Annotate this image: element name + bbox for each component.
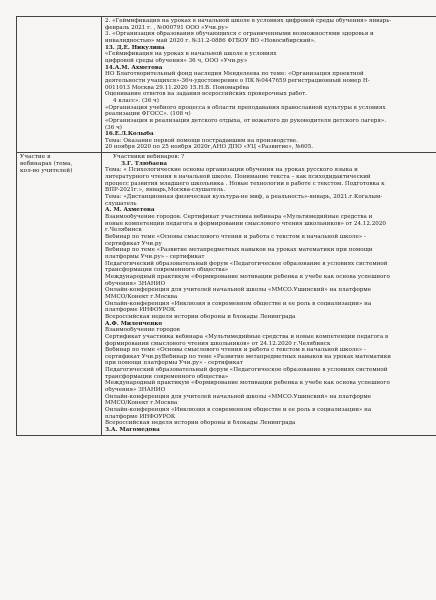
webinars-label-cell [17, 153, 102, 436]
text-line: деятельности учащихся»-36ч-удостоверение о ПК №0447659 регистрационный номер Н- [105, 77, 370, 84]
text-line: Вебинар по теме «Основы смыслового чтения и работа с текстом в начальной школе» - [105, 234, 366, 240]
text-line: платформы Учи.ру» - сертификат [105, 253, 205, 260]
text-line: Сертификат участника вебинара «Мультимедийные средства и новые компетенции педагога в [105, 333, 389, 340]
text-line: платформе ИНФОУРОК [105, 413, 176, 420]
text-line: при помощи платформы Учи.ру» - сертификат [105, 360, 243, 367]
text-line: ММСО/Конект г.Москва [105, 293, 178, 300]
text-line: 3. «Организация образования обучающихся с ограниченными возможностями здоровья и [105, 31, 374, 38]
text-line: Всероссийская неделя истории обороны и блокады Ленинграда [105, 313, 296, 320]
row-label-text: Участие в [20, 154, 51, 161]
table-row-courses [17, 17, 436, 153]
text-line: сертификат Учи.ру [105, 240, 162, 247]
text-line: 4 класс». (36 ч) [113, 97, 159, 104]
text-line: инвалидностью» май 2020 г. №31.2-0886 ФГБОУ ВО «Новосибирский». [105, 37, 316, 44]
text-line: НО Благотворительный фонд наследия Менделеева по теме: «Организация проектной [105, 71, 364, 78]
text-line: обучения» ЗНАНИО [105, 280, 166, 287]
text-line: Взаимообучение городов. Сертификат участника вебинара «Мультимедийные средства и [105, 214, 373, 221]
text-line: Взаимообучение городов [105, 327, 180, 334]
text-line: трансформации современного общества» [105, 373, 229, 380]
text-line: цифровой среды обучения» 36 ч, ООО «Учи.ру» [105, 57, 248, 64]
teacher-name: З.Г. Тлюбаева [121, 160, 168, 167]
text-line: литературного чтения в начальной школе. Понимание текста – как психодидактический [105, 174, 371, 181]
table-row-webinars [17, 153, 436, 436]
text-line: «Организация и реализация детского отдыха, от вожатого до руководителя детского лагеря». [105, 117, 387, 124]
text-line: слушатель [105, 200, 137, 207]
text-line: г.Челябинск [105, 227, 142, 234]
text-line: Педагогический образовательный форум «Педагогическое образование в условиях системной [105, 367, 388, 374]
text-line: Тема: «Дистанционная физическая культура-не миф, а реальность»-январь, 2021.г.Когалым- [105, 194, 383, 201]
text-line: Участники вебинаров: ? [113, 154, 185, 161]
text-line: 2. «Геймификация на уроках в начальной школе в условиях цифровой среды обучения» январь- [105, 18, 392, 24]
text-line: (36 ч) [105, 124, 122, 131]
text-line: Вебинар по теме «Развитие метапредметных навыков на уроках математики при помощи [105, 247, 373, 254]
text-line: 0011013 Москва 29.11.2020 15.Н.В. Пономарёва [105, 84, 250, 91]
text-line: процесс развития младшего школьника . Новые технологии в работе с текстом. Подготовка к [105, 180, 385, 187]
text-line: сертификат Учи.руВебинар по теме «Развитие метапредметных навыков на уроках математики [105, 353, 391, 360]
text-line: Оценивание ответов на задания всероссийских проверочных работ. [105, 91, 308, 98]
text-line: ВПР-2021г.», январь,Москва-слушатель. [105, 187, 226, 194]
webinars-cell [102, 153, 436, 436]
text-line: «Геймификация на уроках в начальной школе в условиях [105, 51, 277, 58]
teacher-name: А. М. Ахметова [105, 207, 155, 214]
row-label-text: вебинарах (тема, [20, 161, 73, 168]
text-line: Тема: Оказание первой помощи пострадавшим на производстве. [105, 137, 298, 144]
row-label-cell [17, 17, 102, 153]
text-line: 20 ноября 2020 по 25 ноября 2020г,АНО ДПО «УЦ «Развитие», №605. [105, 144, 314, 151]
text-line: Онлайн-конференция для учителей начальной школы «ММСО.Ушинский» на платформе [105, 287, 372, 294]
text-line: Международный практикум «Формирование мотивации ребенка к учебе как основа успешного [105, 380, 390, 387]
text-line: февраль 2021 г. , №000791 ООО «Учи.ру» [105, 24, 229, 31]
text-line: Всероссийская неделя истории обороны и блокады Ленинграда [105, 420, 296, 427]
text-line: ММСО/Конект г.Москва [105, 400, 178, 407]
report-table [16, 16, 436, 436]
text-line: Тема: « Психологические основы организации обучения на уроках русского языка и [105, 167, 358, 174]
text-line: Международный практикум «Формирование мотивации ребенка к учебе как основа успешного [105, 273, 390, 280]
text-line: Онлайн-конференция для учителей начальной школы «ММСО.Ушинский» на платформе [105, 393, 372, 400]
row-label-text: кол-во учителей) [20, 168, 73, 175]
teacher-name: А.Ф. Миленченко [105, 320, 163, 327]
text-line: Онлайн-конференция «Инклюзия в современном обществе и ее роль в социализации» на [105, 407, 372, 414]
text-line: новые компетенции педагога в формировании смыслового чтения школьников» от 24.12.2020 [105, 220, 386, 227]
text-line: Педагогический образовательный форум «Педагогическое образование в условиях системной [105, 260, 388, 267]
teacher-name: 16.Е.Л.Колыба [105, 131, 154, 138]
text-line: «Организация учебного процесса в области преподавания православной культуры в условиях [105, 104, 386, 111]
teacher-name: 14.А.М. Ахметова [105, 64, 163, 71]
courses-cell [102, 17, 436, 153]
text-line: Вебинар по теме «Основы смыслового чтения и работа с текстом в начальной школе» - [105, 347, 366, 354]
text-line: трансформации современного общества» [105, 267, 229, 274]
text-line: формировании смыслового чтения школьников» от 24.12.2020 г.Челябинск [105, 340, 331, 347]
teacher-name: 13. Д.Е. Никулина [105, 44, 165, 51]
text-line: платформе ИНФОУРОК [105, 307, 176, 314]
text-line: реализации ФГОСС». (108 ч) [105, 111, 191, 118]
text-line: Онлайн-конференция «Инклюзия в современном обществе и ее роль в социализации» на [105, 300, 372, 307]
text-line: обучения» ЗНАНИО [105, 387, 166, 394]
teacher-name: З.А. Магомедова [105, 427, 160, 434]
